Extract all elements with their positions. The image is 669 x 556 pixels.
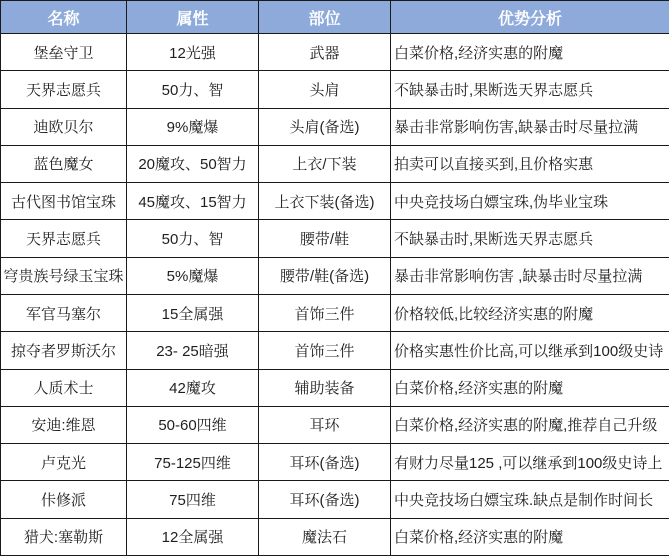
cell-attribute: 12全属强 bbox=[127, 518, 259, 555]
cell-attribute: 9%魔爆 bbox=[127, 108, 259, 145]
cell-slot: 耳环(备选) bbox=[259, 444, 391, 481]
cell-name: 卢克光 bbox=[1, 444, 127, 481]
cell-analysis: 价格较低,比较经济实惠的附魔 bbox=[391, 294, 669, 331]
cell-analysis: 有财力尽量125 ,可以继承到100级史诗上 bbox=[391, 444, 669, 481]
cell-slot: 武器 bbox=[259, 34, 391, 71]
cell-analysis: 中央竞技场白嫖宝珠,伪毕业宝珠 bbox=[391, 183, 669, 220]
cell-attribute: 50力、智 bbox=[127, 220, 259, 257]
table-row bbox=[1, 369, 669, 406]
cell-analysis: 中央竞技场白嫖宝珠.缺点是制作时间长 bbox=[391, 481, 669, 518]
table-row bbox=[1, 518, 669, 555]
cell-name: 安迪:维恩 bbox=[1, 406, 127, 443]
table-row bbox=[1, 332, 669, 369]
cell-name: 穹贵族号绿玉宝珠 bbox=[1, 257, 127, 294]
table-row bbox=[1, 71, 669, 108]
cell-slot: 首饰三件 bbox=[259, 332, 391, 369]
table-row bbox=[1, 183, 669, 220]
cell-slot: 腰带/鞋(备选) bbox=[259, 257, 391, 294]
column-header-slot: 部位 bbox=[259, 1, 391, 34]
cell-slot: 耳环(备选) bbox=[259, 481, 391, 518]
cell-analysis: 不缺暴击时,果断选天界志愿兵 bbox=[391, 71, 669, 108]
cell-slot: 头肩 bbox=[259, 71, 391, 108]
cell-slot: 腰带/鞋 bbox=[259, 220, 391, 257]
cell-name: 天界志愿兵 bbox=[1, 71, 127, 108]
table-row bbox=[1, 257, 669, 294]
cell-slot: 头肩(备选) bbox=[259, 108, 391, 145]
cell-attribute: 42魔攻 bbox=[127, 369, 259, 406]
cell-attribute: 15全属强 bbox=[127, 294, 259, 331]
cell-analysis: 暴击非常影响伤害 ,缺暴击时尽量拉满 bbox=[391, 257, 669, 294]
cell-attribute: 75-125四维 bbox=[127, 444, 259, 481]
table-row bbox=[1, 220, 669, 257]
column-header-attribute: 属性 bbox=[127, 1, 259, 34]
cell-slot: 上衣下装(备选) bbox=[259, 183, 391, 220]
cell-name: 佧修派 bbox=[1, 481, 127, 518]
table-row bbox=[1, 406, 669, 443]
cell-name: 堡垒守卫 bbox=[1, 34, 127, 71]
cell-analysis: 暴击非常影响伤害,缺暴击时尽量拉满 bbox=[391, 108, 669, 145]
cell-attribute: 50力、智 bbox=[127, 71, 259, 108]
cell-analysis: 白菜价格,经济实惠的附魔 bbox=[391, 369, 669, 406]
cell-attribute: 23- 25暗强 bbox=[127, 332, 259, 369]
table-row bbox=[1, 34, 669, 71]
cell-analysis: 不缺暴击时,果断选天界志愿兵 bbox=[391, 220, 669, 257]
cell-slot: 魔法石 bbox=[259, 518, 391, 555]
table-row bbox=[1, 294, 669, 331]
cell-analysis: 白菜价格,经济实惠的附魔 bbox=[391, 34, 669, 71]
cell-attribute: 50-60四维 bbox=[127, 406, 259, 443]
table-body bbox=[1, 34, 669, 556]
table-row bbox=[1, 145, 669, 182]
cell-analysis: 拍卖可以直接买到,且价格实惠 bbox=[391, 145, 669, 182]
cell-analysis: 价格实惠性价比高,可以继承到100级史诗 bbox=[391, 332, 669, 369]
cell-name: 迪欧贝尔 bbox=[1, 108, 127, 145]
column-header-analysis: 优势分析 bbox=[391, 1, 669, 34]
cell-attribute: 5%魔爆 bbox=[127, 257, 259, 294]
cell-slot: 辅助装备 bbox=[259, 369, 391, 406]
cell-analysis: 白菜价格,经济实惠的附魔,推荐自己升级 bbox=[391, 406, 669, 443]
cell-slot: 首饰三件 bbox=[259, 294, 391, 331]
cell-name: 古代图书馆宝珠 bbox=[1, 183, 127, 220]
cell-slot: 上衣/下装 bbox=[259, 145, 391, 182]
cell-analysis: 白菜价格,经济实惠的附魔 bbox=[391, 518, 669, 555]
cell-name: 蓝色魔女 bbox=[1, 145, 127, 182]
cell-attribute: 45魔攻、15智力 bbox=[127, 183, 259, 220]
column-header-name: 名称 bbox=[1, 1, 127, 34]
cell-name: 军官马塞尔 bbox=[1, 294, 127, 331]
cell-name: 猎犬:塞勒斯 bbox=[1, 518, 127, 555]
header-row bbox=[1, 1, 669, 34]
cell-attribute: 20魔攻、50智力 bbox=[127, 145, 259, 182]
cell-attribute: 12光强 bbox=[127, 34, 259, 71]
table-row bbox=[1, 481, 669, 518]
cell-attribute: 75四维 bbox=[127, 481, 259, 518]
cell-name: 天界志愿兵 bbox=[1, 220, 127, 257]
table-row bbox=[1, 444, 669, 481]
table-row bbox=[1, 108, 669, 145]
cell-name: 掠夺者罗斯沃尔 bbox=[1, 332, 127, 369]
cell-name: 人质术士 bbox=[1, 369, 127, 406]
cell-slot: 耳环 bbox=[259, 406, 391, 443]
